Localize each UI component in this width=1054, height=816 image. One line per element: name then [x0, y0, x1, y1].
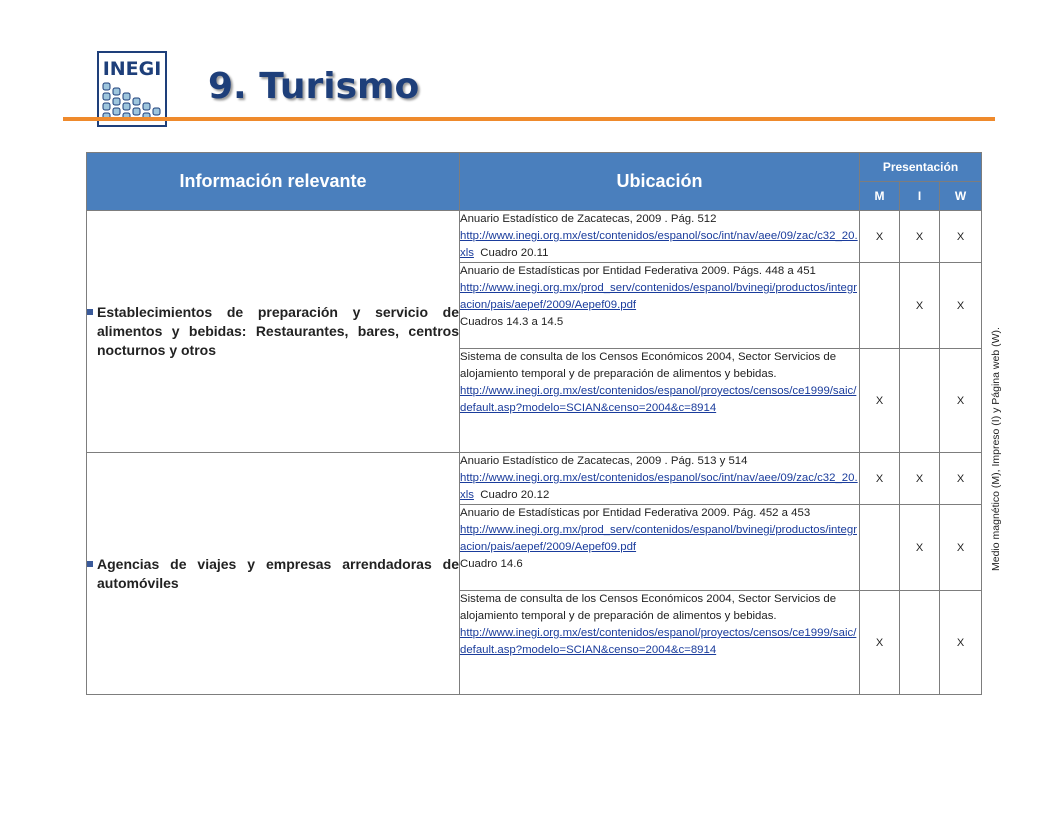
- table-row: [87, 453, 982, 505]
- source-cell: [460, 263, 860, 349]
- bullet-icon: [87, 561, 93, 567]
- source-link[interactable]: http://www.inegi.org.mx/est/contenidos/espanol/soc/int/nav/aee/09/zac/c32_20.xls: [460, 230, 858, 259]
- page-title: 9. Turismo: [208, 66, 420, 107]
- mark-i: X: [900, 453, 940, 505]
- logo-text: INEGI: [102, 58, 162, 80]
- topic-label: Agencias de viajes y empresas arrendadoras de automóviles: [97, 555, 459, 591]
- col-header-ubicacion: Ubicación: [460, 153, 860, 211]
- source-cell: [460, 211, 860, 263]
- mark-w: X: [940, 263, 982, 349]
- mark-i: X: [900, 263, 940, 349]
- mark-i: X: [900, 211, 940, 263]
- source-link[interactable]: http://www.inegi.org.mx/est/contenidos/espanol/soc/int/nav/aee/09/zac/c32_20.xls: [460, 472, 858, 501]
- source-text: Sistema de consulta de los Censos Económicos 2004, Sector Servicios de alojamiento temporal y de preparación de alimentos y bebidas.: [460, 593, 837, 622]
- source-text: Sistema de consulta de los Censos Económicos 2004, Sector Servicios de alojamiento temporal y de preparación de alimentos y bebidas.: [460, 351, 837, 380]
- source-cuadro: Cuadro 14.6: [460, 558, 523, 570]
- bullet-icon: [87, 309, 93, 315]
- source-cuadro: Cuadro 20.12: [480, 489, 550, 501]
- mark-i: [900, 591, 940, 695]
- col-header-info: Información relevante: [87, 153, 460, 211]
- mark-m: X: [860, 349, 900, 453]
- mark-m: [860, 263, 900, 349]
- source-cell: [460, 505, 860, 591]
- source-text: Anuario Estadístico de Zacatecas, 2009 . Pág. 513 y 514: [460, 455, 748, 467]
- mark-w: X: [940, 211, 982, 263]
- info-table: [86, 152, 982, 695]
- mark-m: X: [860, 453, 900, 505]
- mark-w: X: [940, 591, 982, 695]
- topic-cell: [87, 211, 460, 453]
- mark-m: [860, 505, 900, 591]
- source-cuadro: Cuadros 14.3 a 14.5: [460, 316, 564, 328]
- source-link[interactable]: http://www.inegi.org.mx/prod_serv/contenidos/espanol/bvinegi/productos/integracion/pais/aepef/2009/Aepef09.pdf: [460, 524, 857, 553]
- mark-w: X: [940, 349, 982, 453]
- topic-label: Establecimientos de preparación y servicio de alimentos y bebidas: Restaurantes, bares, centros nocturnos y otros: [97, 304, 459, 358]
- inegi-logo: [97, 51, 167, 127]
- source-cell: [460, 453, 860, 505]
- source-text: Anuario de Estadísticas por Entidad Federativa 2009. Págs. 448 a 451: [460, 265, 816, 277]
- source-link[interactable]: http://www.inegi.org.mx/prod_serv/contenidos/espanol/bvinegi/productos/integracion/pais/aepef/2009/Aepef09.pdf: [460, 282, 857, 311]
- mark-m: X: [860, 591, 900, 695]
- source-text: Anuario Estadístico de Zacatecas, 2009 . Pág. 512: [460, 213, 717, 225]
- mark-w: X: [940, 453, 982, 505]
- source-cell: [460, 349, 860, 453]
- source-cuadro: Cuadro 20.11: [480, 247, 549, 259]
- table-row: [87, 211, 982, 263]
- mark-i: X: [900, 505, 940, 591]
- col-header-w: W: [940, 182, 982, 211]
- source-link[interactable]: http://www.inegi.org.mx/est/contenidos/espanol/proyectos/censos/ce1999/saic/default.asp?modelo=SCIAN&censo=2004&c=8914: [460, 627, 857, 656]
- col-header-i: I: [900, 182, 940, 211]
- source-link[interactable]: http://www.inegi.org.mx/est/contenidos/espanol/proyectos/censos/ce1999/saic/default.asp?modelo=SCIAN&censo=2004&c=8914: [460, 385, 857, 414]
- header-divider: [63, 117, 995, 121]
- source-text: Anuario de Estadísticas por Entidad Federativa 2009. Pág. 452 a 453: [460, 507, 811, 519]
- mark-w: X: [940, 505, 982, 591]
- topic-cell: [87, 453, 460, 695]
- presentation-legend: Medio magnético (M), Impreso (I) y Página web (W).: [990, 327, 1002, 571]
- mark-i: [900, 349, 940, 453]
- source-cell: [460, 591, 860, 695]
- mark-m: X: [860, 211, 900, 263]
- col-header-m: M: [860, 182, 900, 211]
- col-header-presentacion: Presentación: [860, 153, 982, 182]
